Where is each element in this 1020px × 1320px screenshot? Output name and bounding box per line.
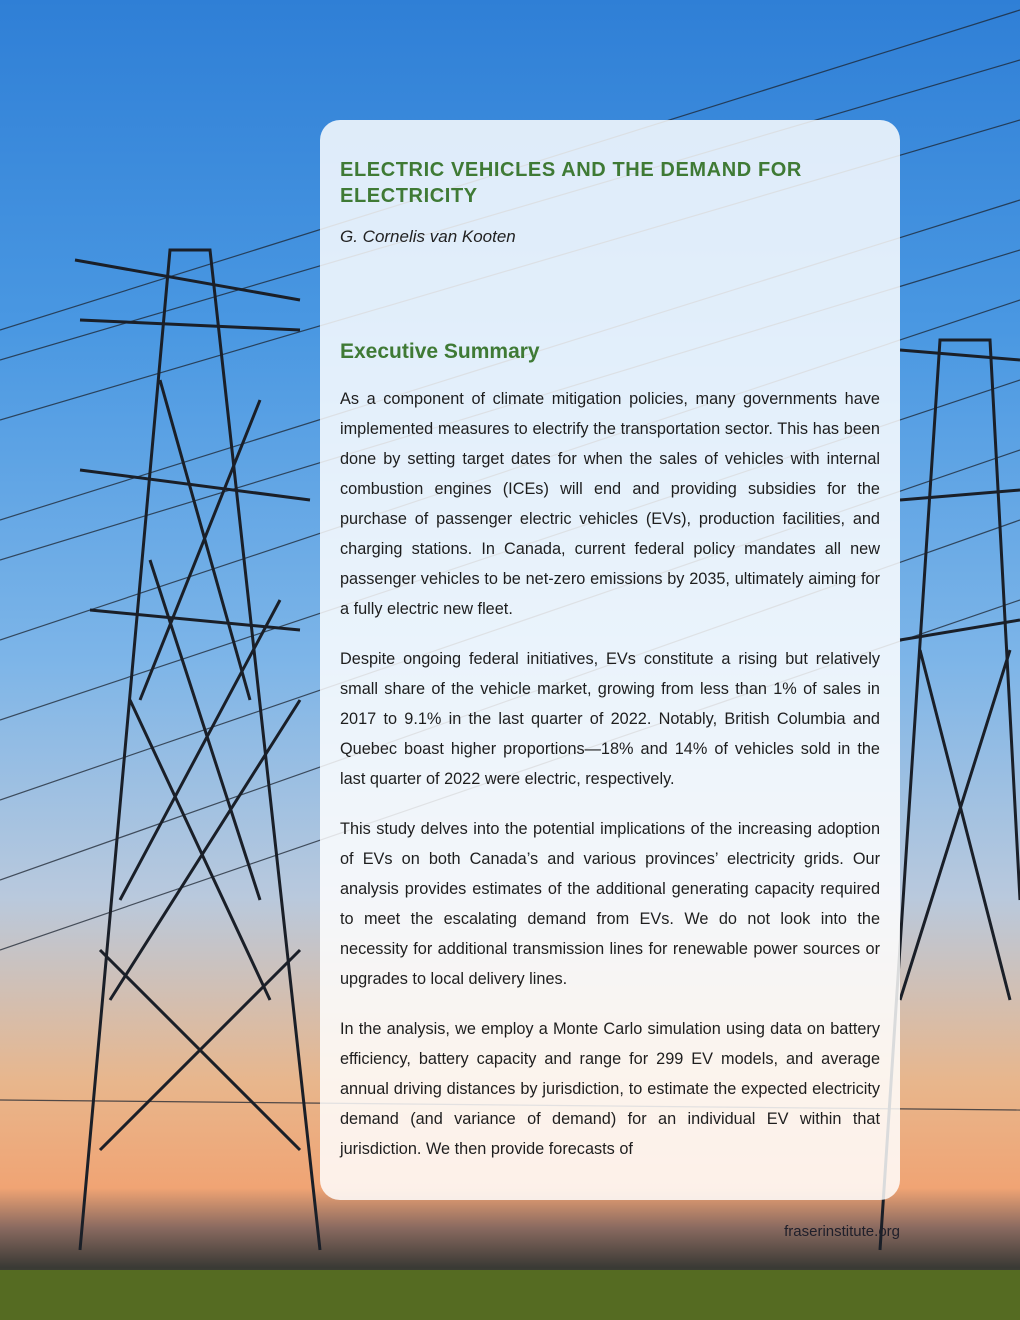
left-tower-icon [75,250,320,1250]
page-content [320,0,900,1262]
report-title: ELECTRIC VEHICLES AND THE DEMAND FOR ELECTRICITY [340,159,802,207]
section-heading: Executive Summary [340,340,540,363]
summary-body [340,384,880,1164]
paragraph: This study delves into the potential implications of the increasing adoption of EVs on both Canada’s and various provinces’ electricity grids. Our analysis provides estimates of the additional generating capacity required to meet the escalating demand from EVs. We do not look into the necessity for additional transmission lines for renewable power sources or upgrades to local delivery lines. [340,820,880,988]
summary-card [320,120,900,1200]
right-tower-icon [880,340,1020,1250]
paragraph: Despite ongoing federal initiatives, EVs constitute a rising but relatively small share of the vehicle market, growing from less than 1% of sales in 2017 to 9.1% in the last quarter of 2022. Notably, British Columbia and Quebec boast higher proportions—18% and 14% of vehicles sold in the last quarter of 2022 were electric, respectively. [340,650,880,788]
paragraph: As a component of climate mitigation policies, many governments have implemented measures to electrify the transportation sector. This has been done by setting target dates for when the sales of vehicles with internal combustion engines (ICEs) will end and providing subsidies for the purchase of passenger electric vehicles (EVs), production facilities, and charging stations. In Canada, current federal policy mandates all new passenger vehicles to be net-zero emissions by 2035, ultimately aiming for a fully electric new fleet. [340,390,880,618]
paragraph: In the analysis, we employ a Monte Carlo simulation using data on battery efficiency, battery capacity and range for 299 EV models, and average annual driving distances by jurisdiction, to estimate the expected electricity demand (and variance of demand) for an individual EV within that jurisdiction. We then provide forecasts of [340,1020,880,1158]
footer-url: fraserinstitute.org [784,1223,900,1240]
author-name: G. Cornelis van Kooten [340,227,516,246]
